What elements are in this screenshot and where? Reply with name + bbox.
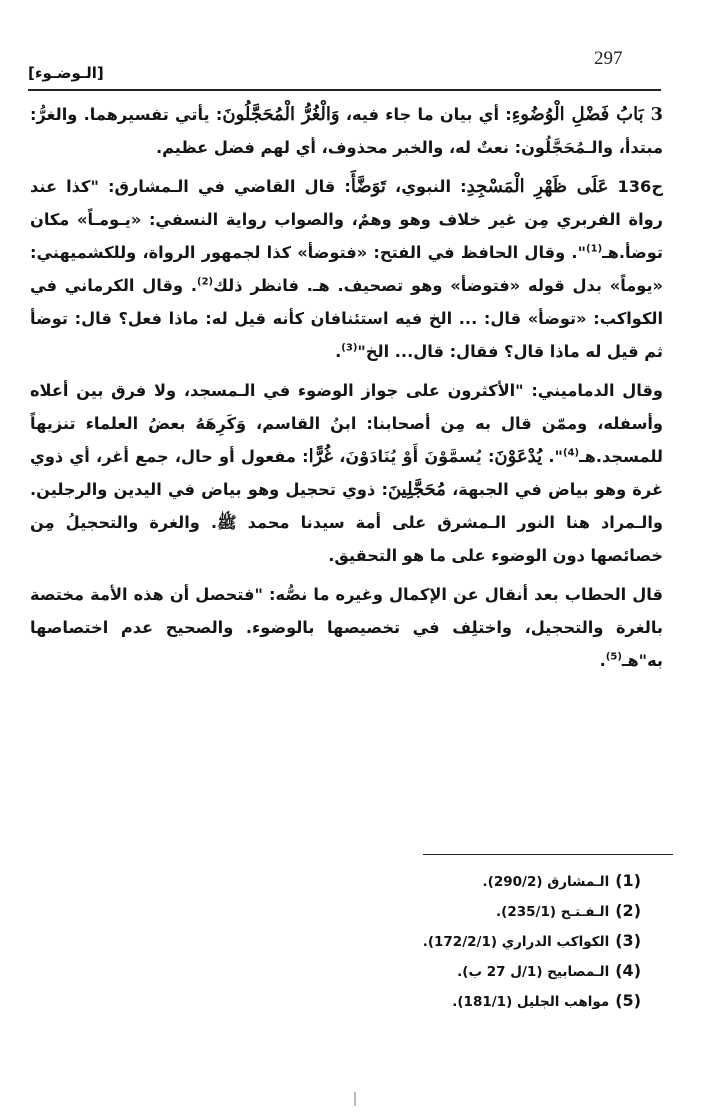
text-run: .	[599, 651, 606, 670]
footnote-number: (4)	[615, 961, 641, 980]
text-run: : قال القاضي في الـمشارق: "كذا عند رواة الفربري مِن غير خلاف وهو وهمٌ، والصواب رواية النسفي: «يـومـاً» مكان توضأ.هـ	[30, 177, 663, 262]
hadith-keyword: وَالْغُرُّ الْمُحَجَّلُونَ	[222, 104, 340, 125]
footnote-item	[423, 926, 641, 956]
text-run: قال الحطاب بعد أنقال عن الإكمال وغيره ما نصُّه: "فتحصل أن هذه الأمة مختصة بالغرة والتحجيل، واختلِف في تخصيصها بالوضوء. والصحيح عدم اختصاصها به"هـ	[30, 585, 663, 670]
footnote-text: الـمشارق (290/2).	[482, 874, 610, 890]
hadith-keyword: تَوَضَّأَ	[350, 176, 386, 197]
footnote-item	[423, 866, 641, 896]
text-run: .	[335, 342, 342, 361]
text-run: : يُسمَّوْنَ أَوْ يُنَادَوْنَ،	[332, 447, 495, 466]
margin-mark	[354, 1092, 356, 1106]
footnote-item	[423, 986, 641, 1016]
footnote-ref: (2)	[196, 276, 214, 288]
main-text	[30, 98, 663, 683]
footnote-ref: (3)	[341, 342, 358, 354]
footnote-number: (2)	[615, 901, 641, 920]
text-run: . وقال الكرماني في الكواكب: «توضأ» قال: ... الخ فيه استئنافان كأنه قيل له: ماذا فعل؟ قال: توضأ ثم قيل له ماذا قال؟ فقال: قال... الخ"	[30, 276, 663, 361]
text-run: : النبوي،	[385, 177, 467, 196]
text-run: ".	[542, 447, 563, 466]
text-run: : أي بيان ما جاء فيه،	[339, 105, 512, 124]
footnote-text: الـفـتـح (235/1).	[496, 904, 610, 920]
text-run: ". وقال الحافظ في الفتح: «فتوضأ» كذا لجمهور الرواة، وللكشميهني: «يوماً» بدل قوله «فتوضأ» وهو تصحيف. هـ. فانظر ذلك	[30, 243, 663, 295]
text-run: ح136	[608, 177, 663, 196]
section-label: [الـوضـوء]	[28, 64, 104, 82]
hadith-keyword: عَلَى ظَهْرِ الْمَسْجِدِ	[466, 176, 609, 197]
footnote-number: (1)	[615, 871, 641, 890]
footnotes	[423, 866, 641, 1016]
footnote-number: (3)	[615, 931, 641, 950]
page-number: 297	[594, 48, 623, 69]
text-run: : ذوي تحجيل وهو بياض في اليدين والرجلين. والـمراد هنا النور الـمشرق على أمة سيدنا محمد ﷺ. والغرة والتحجيلُ مِن خصائصها دون الوضوء على ما هو التحقيق.	[30, 480, 663, 565]
paragraph	[30, 374, 663, 572]
paragraph	[30, 578, 663, 677]
footnote-item	[423, 956, 641, 986]
footnote-ref: (5)	[605, 651, 622, 663]
footnote-ref: (4)	[562, 447, 580, 459]
footnote-text: الكواكب الدراري (172/2/1).	[422, 934, 610, 950]
text-run: : مفعول أو حال، جمع أغر، أي ذوي غرة وهو بياض في الجبهة،	[30, 447, 663, 499]
footnote-text: الـمصابيح (1/ل 27 ب).	[457, 964, 610, 980]
hadith-keyword: مُحَجَّلِينَ	[387, 479, 446, 500]
footnote-item	[423, 896, 641, 926]
text-run: : يأتي تفسيرهما. والغرُّ: مبتدأ، والـمُحَجَّلُون: نعتٌ له، والخبر محذوف، أي لهم فضل عظيم.	[30, 105, 663, 157]
hadith-keyword: 3 بَابُ فَضْلِ الْوُضُوءِ	[511, 104, 663, 125]
footnote-ref: (1)	[586, 243, 603, 255]
page-header	[28, 48, 661, 88]
text-run: وقال الدماميني: "الأكثرون على جواز الوضوء في الـمسجد، ولا فرق بين أعلاه وأسفله، وممّن قال به مِن أصحابنا: ابنُ القاسم، وَكَرِهَهُ بعضُ العلماء تنزيهاً للمسجد.هـ	[30, 381, 664, 466]
footnote-number: (5)	[615, 991, 641, 1010]
paragraph	[30, 98, 663, 164]
paragraph	[30, 170, 663, 368]
header-rule	[28, 89, 661, 91]
footnote-text: مواهب الجليل (181/1).	[452, 994, 610, 1010]
footnote-rule	[423, 854, 673, 855]
hadith-keyword: يُدْعَوْنَ	[494, 446, 543, 467]
hadith-keyword: غُرًّا	[308, 446, 333, 467]
